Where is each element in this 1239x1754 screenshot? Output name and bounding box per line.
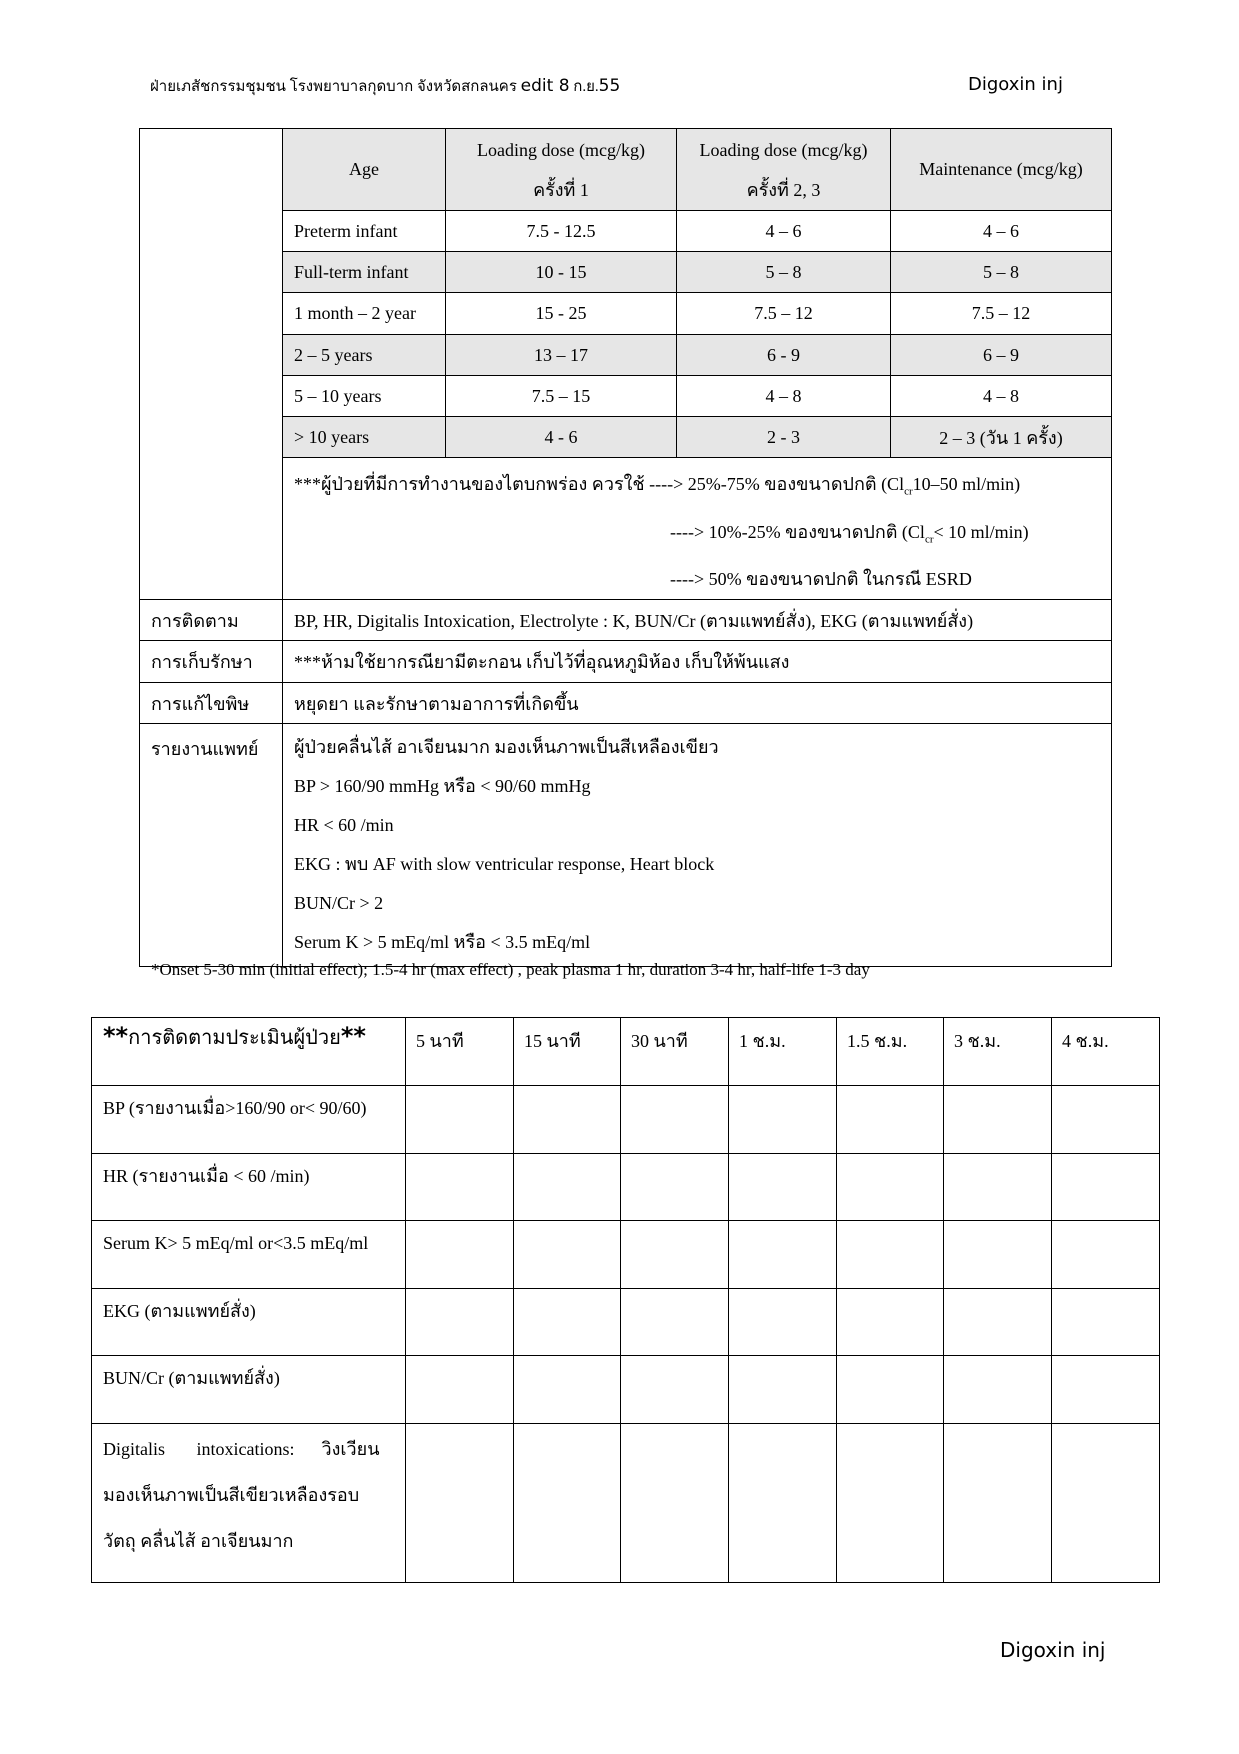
checklist-cell[interactable] xyxy=(944,1154,1052,1221)
date-year: 55 xyxy=(598,76,621,96)
checklist-cell[interactable] xyxy=(406,1424,514,1583)
checklist-cell[interactable] xyxy=(729,1356,837,1424)
checklist-cell[interactable] xyxy=(621,1154,729,1221)
report-line: BP > 160/90 mmHg หรือ < 90/60 mmHg xyxy=(294,776,591,797)
checklist-cell[interactable] xyxy=(944,1424,1052,1583)
time-col-header: 30 นาที xyxy=(621,1018,729,1086)
checklist-cell[interactable] xyxy=(514,1221,621,1289)
dose-row: > 10 years 4 - 6 2 - 3 2 – 3 (วัน 1 ครั้ง) xyxy=(140,417,1112,458)
checklist-cell[interactable] xyxy=(837,1424,944,1583)
dose-row: 2 – 5 years 13 – 17 6 - 9 6 – 9 xyxy=(140,335,1112,376)
date-month: ก.ย. xyxy=(573,79,599,95)
checklist-row: BUN/Cr (ตามแพทย์สั่ง) xyxy=(92,1356,1160,1424)
renal-note-line-2: ----> 10%-25% ของขนาดปกติ ($Cl_{cr}< 10$ ml/min) xyxy=(670,521,1029,546)
col-loading-1-header: Loading dose (mcg/kg) ครั้งที่ 1 xyxy=(446,129,677,211)
renal-adjustment-note xyxy=(283,458,1112,600)
checklist-cell[interactable] xyxy=(1052,1154,1160,1221)
checklist-cell[interactable] xyxy=(837,1086,944,1154)
checklist-cell[interactable] xyxy=(944,1356,1052,1424)
checklist-cell[interactable] xyxy=(729,1154,837,1221)
checklist-row: EKG (ตามแพทย์สั่ง) xyxy=(92,1289,1160,1356)
checklist-cell[interactable] xyxy=(621,1424,729,1583)
checklist-cell[interactable] xyxy=(729,1221,837,1289)
col-loading-23-header: Loading dose (mcg/kg) ครั้งที่ 2, 3 xyxy=(677,129,891,211)
checklist-title: **การติดตามประเมินผู้ป่วย** xyxy=(92,1018,406,1086)
checklist-cell[interactable] xyxy=(406,1289,514,1356)
dose-table xyxy=(139,128,1112,967)
page-header-left xyxy=(150,74,620,98)
time-col-header: 4 ช.ม. xyxy=(1052,1018,1160,1086)
monitoring-label: การติดตาม xyxy=(140,600,283,641)
checklist-cell[interactable] xyxy=(1052,1086,1160,1154)
checklist-row: HR (รายงานเมื่อ < 60 /min) xyxy=(92,1154,1160,1221)
edit-label: edit 8 xyxy=(520,76,570,96)
report-label: รายงานแพทย์ xyxy=(140,724,283,967)
col-maintenance-header: Maintenance (mcg/kg) xyxy=(891,129,1112,211)
checklist-cell[interactable] xyxy=(406,1221,514,1289)
dose-table-left-blank xyxy=(140,129,283,600)
report-criteria xyxy=(283,724,1112,967)
checklist-cell[interactable] xyxy=(621,1086,729,1154)
org-name: ฝ่ายเภสัชกรรมชุมชน โรงพยาบาลกุดบาก จังหวัดสกลนคร xyxy=(150,79,517,95)
checklist-cell[interactable] xyxy=(1052,1356,1160,1424)
page-header-drug-name: Digoxin inj xyxy=(968,74,1063,95)
time-col-header: 3 ช.ม. xyxy=(944,1018,1052,1086)
checklist-cell[interactable] xyxy=(729,1424,837,1583)
monitoring-checklist-table xyxy=(91,1017,1160,1583)
checklist-row xyxy=(92,1424,1160,1583)
antidote-value: หยุดยา และรักษาตามอาการที่เกิดขึ้น xyxy=(283,683,1112,724)
checklist-cell[interactable] xyxy=(514,1356,621,1424)
checklist-cell[interactable] xyxy=(514,1154,621,1221)
checklist-cell[interactable] xyxy=(406,1086,514,1154)
checklist-cell[interactable] xyxy=(1052,1289,1160,1356)
report-line: Serum K > 5 mEq/ml หรือ < 3.5 mEq/ml xyxy=(294,932,591,953)
time-col-header: 1.5 ช.ม. xyxy=(837,1018,944,1086)
onset-note: *Onset 5-30 min (initial effect); 1.5-4 hr (max effect) , peak plasma 1 hr, duration 3-4 hr, half-life 1-3 day xyxy=(151,960,870,979)
checklist-cell[interactable] xyxy=(621,1289,729,1356)
checklist-cell[interactable] xyxy=(1052,1221,1160,1289)
renal-note-line-3: ----> 50% ของขนาดปกติ ในกรณี ESRD xyxy=(670,569,972,590)
checklist-cell[interactable] xyxy=(729,1086,837,1154)
checklist-cell[interactable] xyxy=(729,1289,837,1356)
monitoring-value: BP, HR, Digitalis Intoxication, Electrolyte : K, BUN/Cr (ตามแพทย์สั่ง), EKG (ตามแพทย์สั่ง) xyxy=(283,600,1112,641)
checklist-cell[interactable] xyxy=(837,1154,944,1221)
checklist-cell[interactable] xyxy=(406,1154,514,1221)
page-footer-drug-name: Digoxin inj xyxy=(1000,1638,1106,1662)
checklist-cell[interactable] xyxy=(514,1289,621,1356)
renal-note-line-1: ***ผู้ป่วยที่มีการทำงานของไตบกพร่อง ควรใช้ ----> 25%-75% ของขนาดปกติ ($Cl_{cr}10-50$ ml/min) xyxy=(294,474,1021,498)
checklist-cell[interactable] xyxy=(837,1289,944,1356)
dose-row: Preterm infant 7.5 - 12.5 4 – 6 4 – 6 xyxy=(140,211,1112,252)
checklist-cell[interactable] xyxy=(1052,1424,1160,1583)
checklist-cell[interactable] xyxy=(944,1221,1052,1289)
report-line: BUN/Cr > 2 xyxy=(294,893,384,914)
checklist-row: BP (รายงานเมื่อ>160/90 or< 90/60) xyxy=(92,1086,1160,1154)
time-col-header: 5 นาที xyxy=(406,1018,514,1086)
report-line: HR < 60 /min xyxy=(294,815,394,836)
storage-label: การเก็บรักษา xyxy=(140,641,283,683)
antidote-label: การแก้ไขพิษ xyxy=(140,683,283,724)
checklist-cell[interactable] xyxy=(944,1086,1052,1154)
dose-row: 5 – 10 years 7.5 – 15 4 – 8 4 – 8 xyxy=(140,376,1112,417)
col-age-header: Age xyxy=(283,129,446,211)
report-line: EKG : พบ AF with slow ventricular response, Heart block xyxy=(294,854,715,875)
checklist-row: Serum K> 5 mEq/ml or<3.5 mEq/ml xyxy=(92,1221,1160,1289)
checklist-cell[interactable] xyxy=(406,1356,514,1424)
dose-row: Full-term infant 10 - 15 5 – 8 5 – 8 xyxy=(140,252,1112,293)
dose-row: 1 month – 2 year 15 - 25 7.5 – 12 7.5 – 12 xyxy=(140,293,1112,335)
checklist-cell[interactable] xyxy=(944,1289,1052,1356)
time-col-header: 15 นาที xyxy=(514,1018,621,1086)
checklist-cell[interactable] xyxy=(514,1424,621,1583)
storage-value: ***ห้ามใช้ยากรณียามีตะกอน เก็บไว้ที่อุณหภูมิห้อง เก็บให้พ้นแสง xyxy=(283,641,1112,683)
checklist-cell[interactable] xyxy=(837,1221,944,1289)
time-col-header: 1 ช.ม. xyxy=(729,1018,837,1086)
checklist-cell[interactable] xyxy=(837,1356,944,1424)
checklist-cell[interactable] xyxy=(514,1086,621,1154)
checklist-cell[interactable] xyxy=(621,1221,729,1289)
checklist-cell[interactable] xyxy=(621,1356,729,1424)
report-line: ผู้ป่วยคลื่นไส้ อาเจียนมาก มองเห็นภาพเป็นสีเหลืองเขียว xyxy=(294,737,719,758)
digitalis-intoxication-criteria: Digitalis intoxications: วิงเวียน มองเห็นภาพเป็นสีเขียวเหลืองรอบ วัตถุ คลื่นไส้ อาเจียนมาก xyxy=(92,1424,406,1583)
